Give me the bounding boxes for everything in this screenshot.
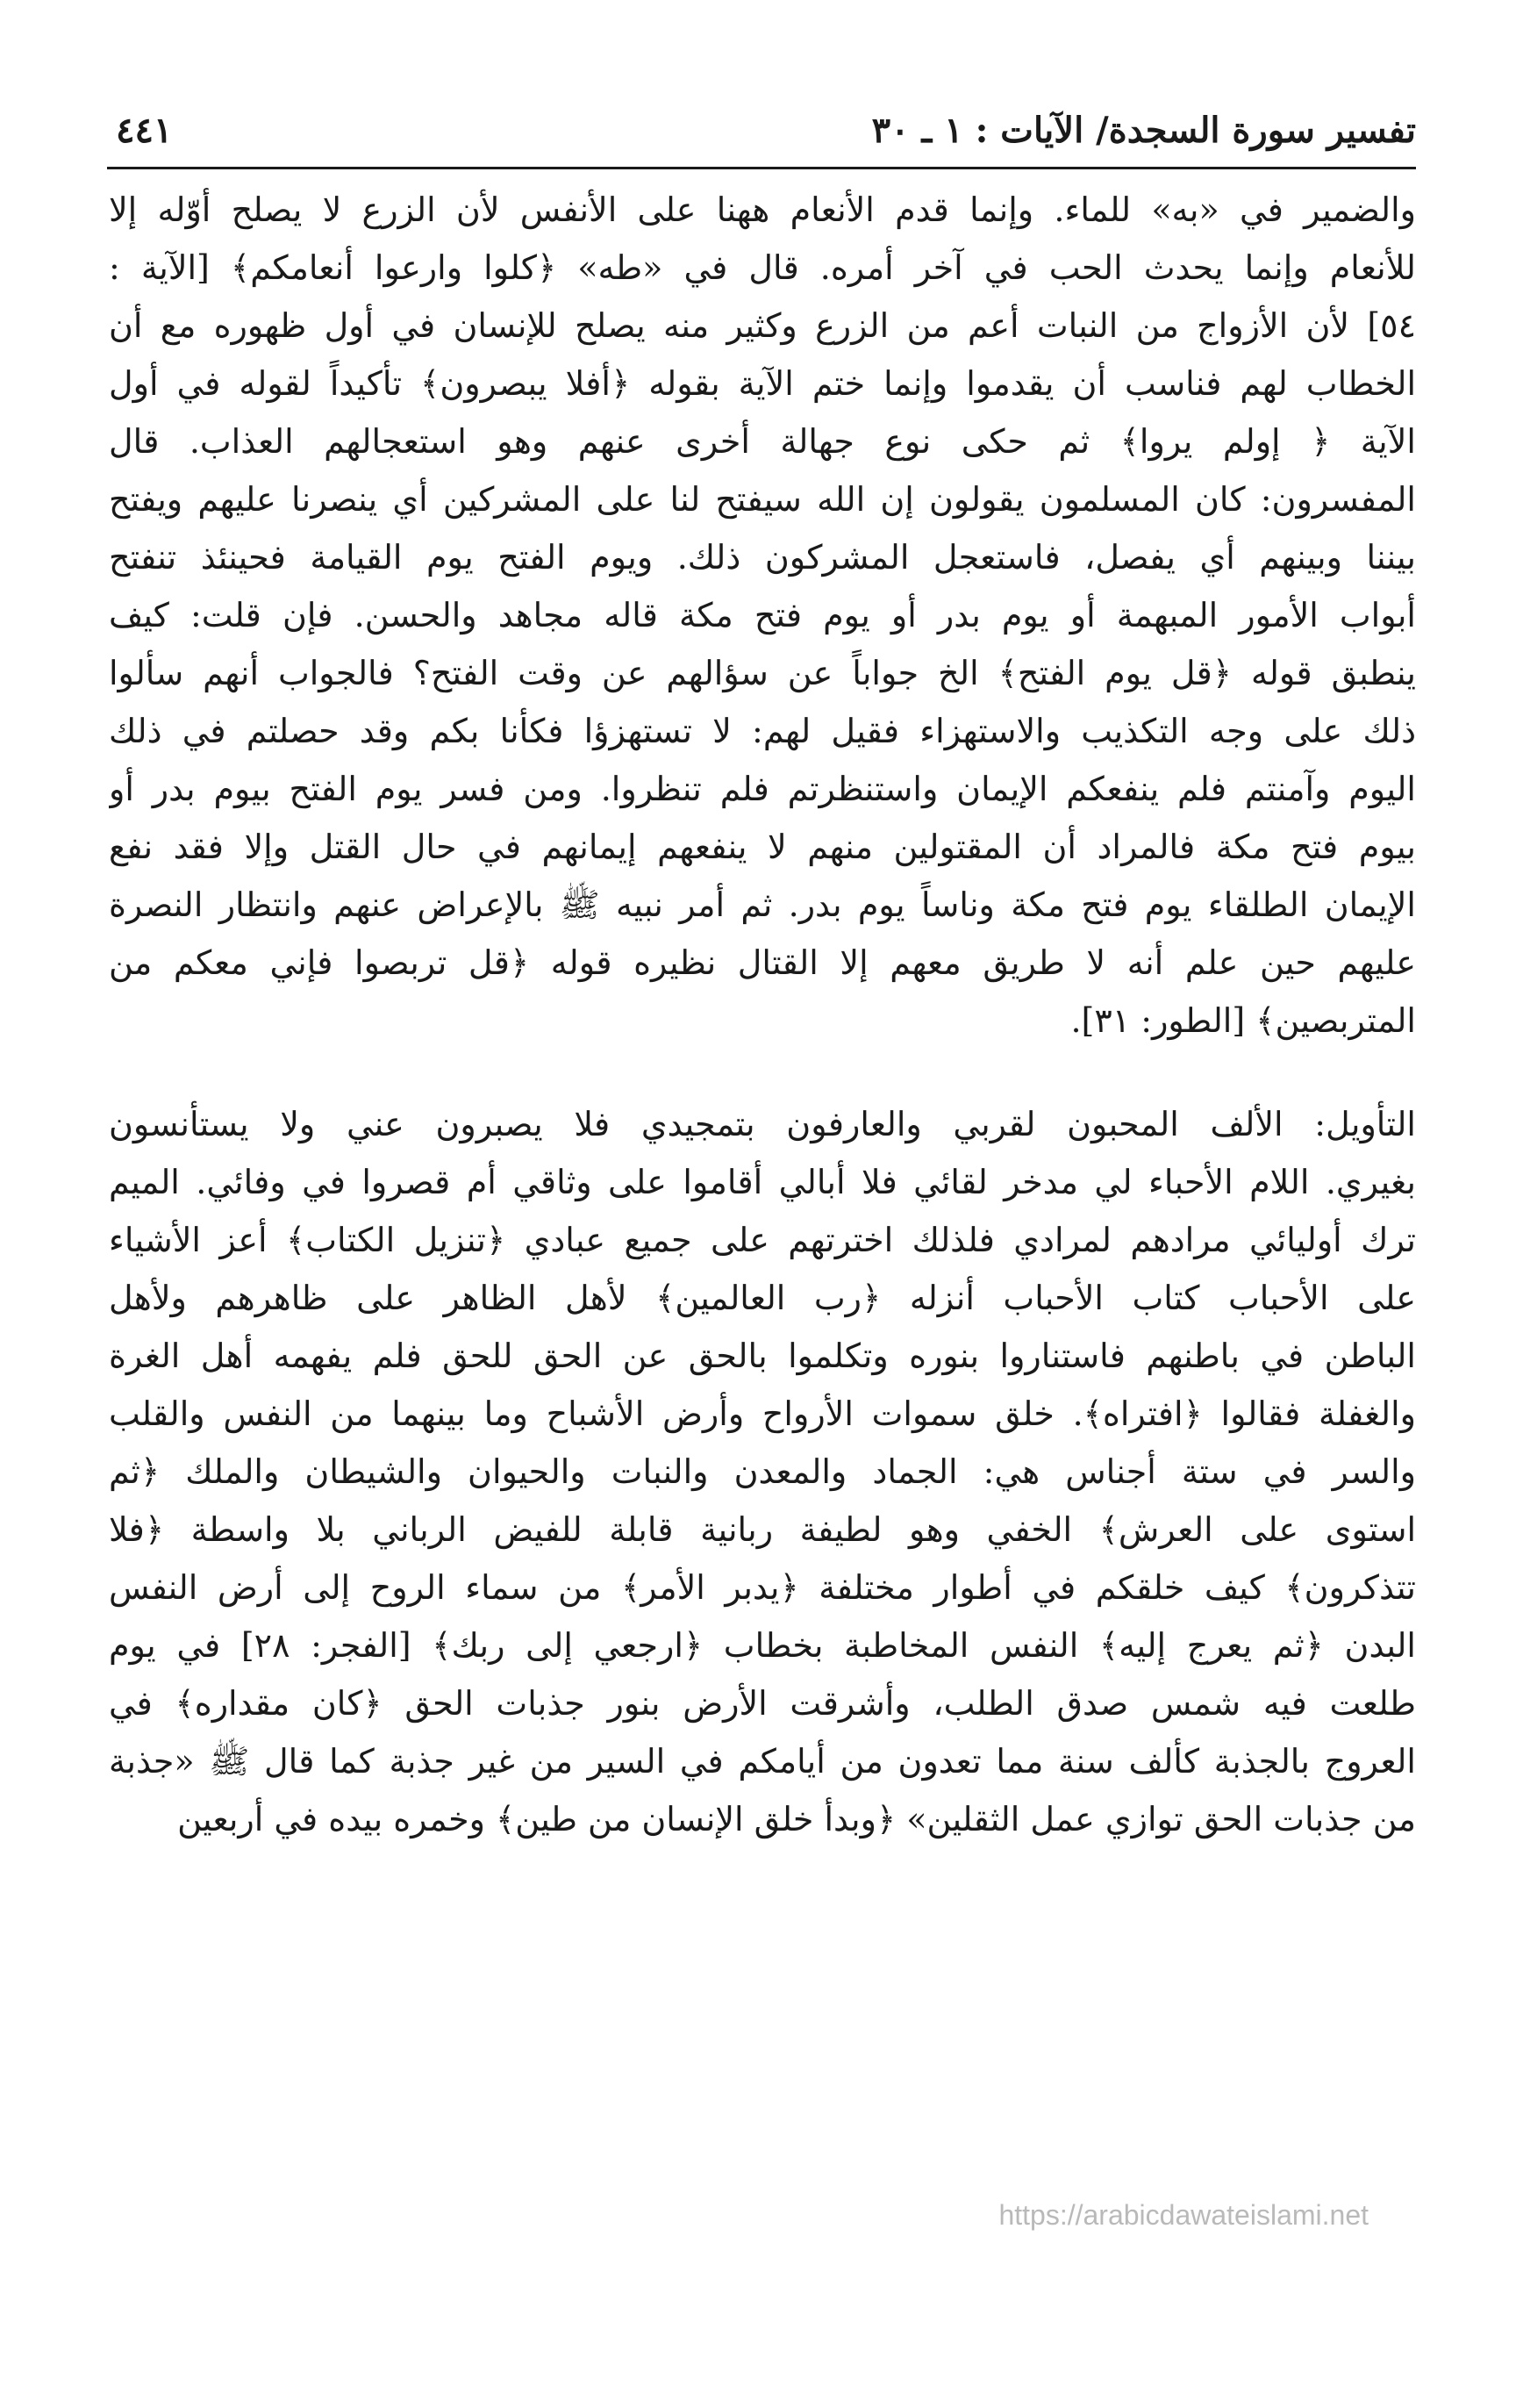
text-line: بيوم فتح مكة فالمراد أن المقتولين منهم لا ينفعهم إيمانهم في حال القتل وإلا فقد نفع: [109, 828, 1416, 866]
text-line: عليهم حين علم أنه لا طريق معهم إلا القتال نظيره قوله ﴿قل تربصوا فإني معكم من: [109, 943, 1416, 982]
body-text: [109, 181, 1416, 1848]
text-line: الآية ﴿ إولم يروا﴾ ثم حكى نوع جهالة أخرى عنهم وهو استعجالهم العذاب. قال: [109, 422, 1416, 461]
text-line: ٥٤] لأن الأزواج من النبات أعم من الزرع وكثير منه يصلح للإنسان في أول ظهوره مع أن: [109, 306, 1416, 345]
header-rule: [107, 167, 1416, 169]
running-title: تفسير سورة السجدة/ الآيات : ١ ـ ٣٠: [871, 110, 1416, 151]
text-line: بغيري. اللام الأحباء لي مدخر لقائي فلا أبالي أقاموا على وثاقي أم قصروا في وفائي. الميم: [109, 1163, 1416, 1201]
text-line: طلعت فيه شمس صدق الطلب، وأشرقت الأرض بنور جذبات الحق ﴿كان مقداره﴾ في: [109, 1684, 1416, 1723]
text-line: الإيمان الطلقاء يوم فتح مكة وناساً يوم بدر. ثم أمر نبيه ﷺ بالإعراض عنهم وانتظار النصرة: [109, 885, 1416, 924]
text-line: العروج بالجذبة كألف سنة مما تعدون من أيامكم في السير من غير جذبة كما قال ﷺ «جذبة: [109, 1742, 1416, 1781]
text-line: الباطن في باطنهم فاستناروا بنوره وتكلموا بالحق عن الحق للحق فلم يفهمه أهل الغرة: [109, 1337, 1416, 1375]
text-line: ذلك على وجه التكذيب والاستهزاء فقيل لهم: لا تستهزؤا فكأنا بكم وقد حصلتم في ذلك: [109, 712, 1416, 750]
text-line: المتربصين﴾ [الطور: ٣١].: [1070, 1001, 1416, 1040]
text-line: من جذبات الحق توازي عمل الثقلين» ﴿وبدأ خلق الإنسان من طين﴾ وخمره بيده في أربعين: [177, 1800, 1416, 1838]
text-line: على الأحباب كتاب الأحباب أنزله ﴿رب العالمين﴾ لأهل الظاهر على ظاهرهم ولأهل: [109, 1279, 1416, 1317]
text-line: والضمير في «به» للماء. وإنما قدم الأنعام ههنا على الأنفس لأن الزرع لا يصلح أوّله إلا: [109, 190, 1416, 229]
text-line: تتذكرون﴾ كيف خلقكم في أطوار مختلفة ﴿يدبر الأمر﴾ من سماء الروح إلى أرض النفس: [109, 1568, 1416, 1607]
watermark: https://arabicdawateislami.net: [998, 2199, 1369, 2231]
text-line: استوى على العرش﴾ الخفي وهو لطيفة ربانية قابلة للفيض الرباني بلا واسطة ﴿فلا: [109, 1510, 1416, 1549]
text-line: ينطبق قوله ﴿قل يوم الفتح﴾ الخ جواباً عن سؤالهم عن وقت الفتح؟ فالجواب أنهم سألوا: [109, 654, 1416, 692]
text-line: بيننا وبينهم أي يفصل، فاستعجل المشركون ذلك. ويوم الفتح يوم القيامة فحينئذ تنفتح: [109, 538, 1416, 577]
text-line: والسر في ستة أجناس هي: الجماد والمعدن والنبات والحيوان والشيطان والملك ﴿ثم: [109, 1452, 1416, 1491]
text-line: التأويل: الألف المحبون لقربي والعارفون بتمجيدي فلا يصبرون عني ولا يستأنسون: [109, 1105, 1416, 1143]
paragraph-tafsir: [109, 181, 1416, 1050]
text-line: الخطاب لهم فناسب أن يقدموا وإنما ختم الآية بقوله ﴿أفلا يبصرون﴾ تأكيداً لقوله في أول: [109, 364, 1416, 403]
text-line: اليوم وآمنتم فلم ينفعكم الإيمان واستنظرتم فلم تنظروا. ومن فسر يوم الفتح بيوم بدر أو: [109, 770, 1416, 808]
text-line: للأنعام وإنما يحدث الحب في آخر أمره. قال في «طه» ﴿كلوا وارعوا أنعامكم﴾ [الآية :: [109, 248, 1416, 287]
paragraph-tawil: [109, 1095, 1416, 1848]
page-number: ٤٤١: [116, 110, 173, 151]
text-line: أبواب الأمور المبهمة أو يوم بدر أو يوم فتح مكة قاله مجاهد والحسن. فإن قلت: كيف: [109, 596, 1416, 634]
text-line: والغفلة فقالوا ﴿افتراه﴾. خلق سموات الأرواح وأرض الأشباح وما بينهما من النفس والقلب: [109, 1394, 1416, 1433]
text-line: المفسرون: كان المسلمون يقولون إن الله سيفتح لنا على المشركين أي ينصرنا عليهم ويفتح: [109, 480, 1416, 519]
page-header: [116, 104, 1416, 158]
text-line: ترك أوليائي مرادهم لمرادي فلذلك اخترتهم على جميع عبادي ﴿تنزيل الكتاب﴾ أعز الأشياء: [109, 1221, 1416, 1259]
text-line: البدن ﴿ثم يعرج إليه﴾ النفس المخاطبة بخطاب ﴿ارجعي إلى ربك﴾ [الفجر: ٢٨] في يوم: [109, 1626, 1416, 1665]
paragraph-gap: [109, 1050, 1416, 1095]
